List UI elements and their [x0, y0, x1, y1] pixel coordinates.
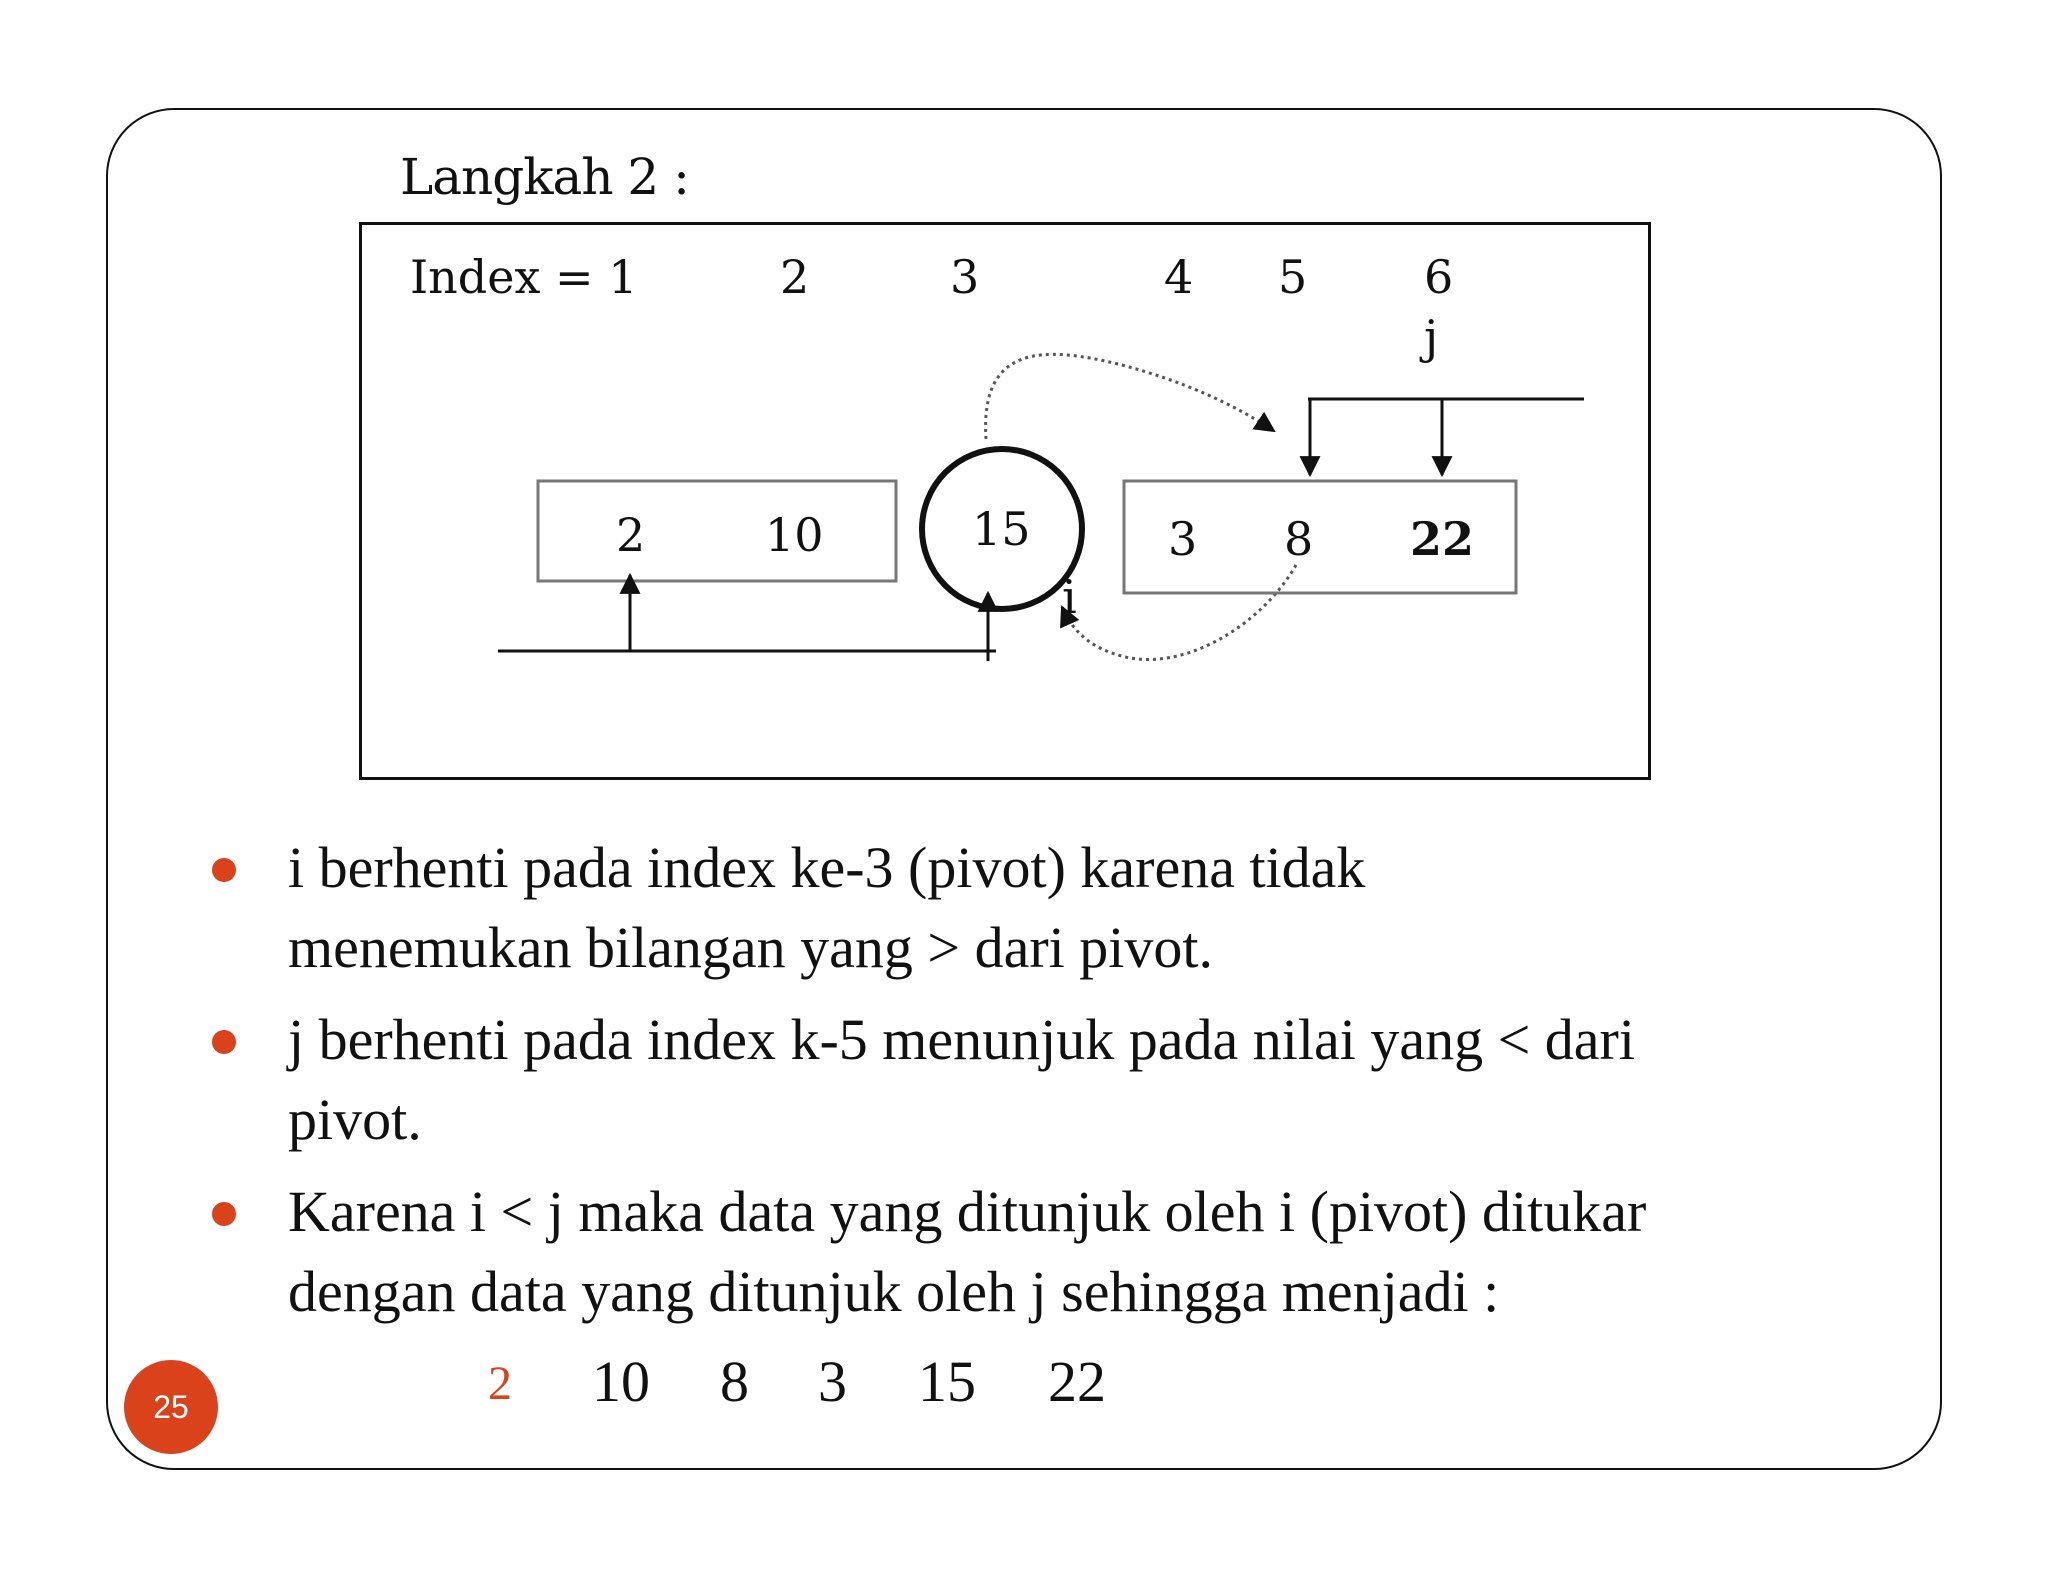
bullet-line: Karena i < j maka data yang ditunjuk oleh i (pivot) ditukar [288, 1179, 1647, 1244]
bullet-line: i berhenti pada index ke-3 (pivot) karena tidak [288, 835, 1366, 900]
bullet-item [200, 1172, 1900, 1332]
bullet-list [200, 828, 1900, 1344]
slide-number-badge: 25 [124, 1360, 218, 1454]
result-value: 22 [1048, 1349, 1106, 1414]
result-value: 8 [720, 1349, 749, 1414]
bullet-line: j berhenti pada index k-5 menunjuk pada nilai yang < dari [288, 1007, 1635, 1072]
right-value-8: 8 [1284, 512, 1314, 566]
result-value: 10 [592, 1349, 650, 1414]
right-value-3: 3 [1168, 512, 1198, 566]
result-value: 15 [918, 1349, 976, 1414]
pointer-j-label: j [1424, 310, 1439, 364]
bullet-line: pivot. [288, 1087, 422, 1152]
index-3: 3 [950, 250, 980, 304]
pivot-value: 15 [972, 502, 1031, 556]
quicksort-diagram [359, 222, 1651, 780]
bullet-item [200, 1000, 1900, 1160]
bullet-dot-icon [212, 1202, 236, 1226]
swap-curve-bottom [1062, 565, 1296, 659]
left-value-2: 2 [616, 508, 646, 562]
index-4: 4 [1164, 250, 1194, 304]
right-value-22: 22 [1410, 512, 1475, 566]
index-label: Index = 1 [410, 250, 638, 304]
index-2: 2 [780, 250, 810, 304]
index-5: 5 [1278, 250, 1308, 304]
result-value: 3 [818, 1349, 847, 1414]
bullet-dot-icon [212, 858, 236, 882]
index-6: 6 [1424, 250, 1454, 304]
bullet-line: dengan data yang ditunjuk oleh j sehingga menjadi : [288, 1259, 1500, 1324]
left-partition-box [538, 481, 896, 581]
bullet-line: menemukan bilangan yang > dari pivot. [288, 915, 1214, 980]
bullet-item [200, 828, 1900, 988]
swap-curve-top [986, 354, 1274, 439]
left-value-10: 10 [765, 508, 824, 562]
bullet-dot-icon [212, 1030, 236, 1054]
pointer-i-label: i [1062, 570, 1077, 624]
diagram-title: Langkah 2 : [400, 148, 689, 206]
result-value: 2 [488, 1357, 512, 1410]
